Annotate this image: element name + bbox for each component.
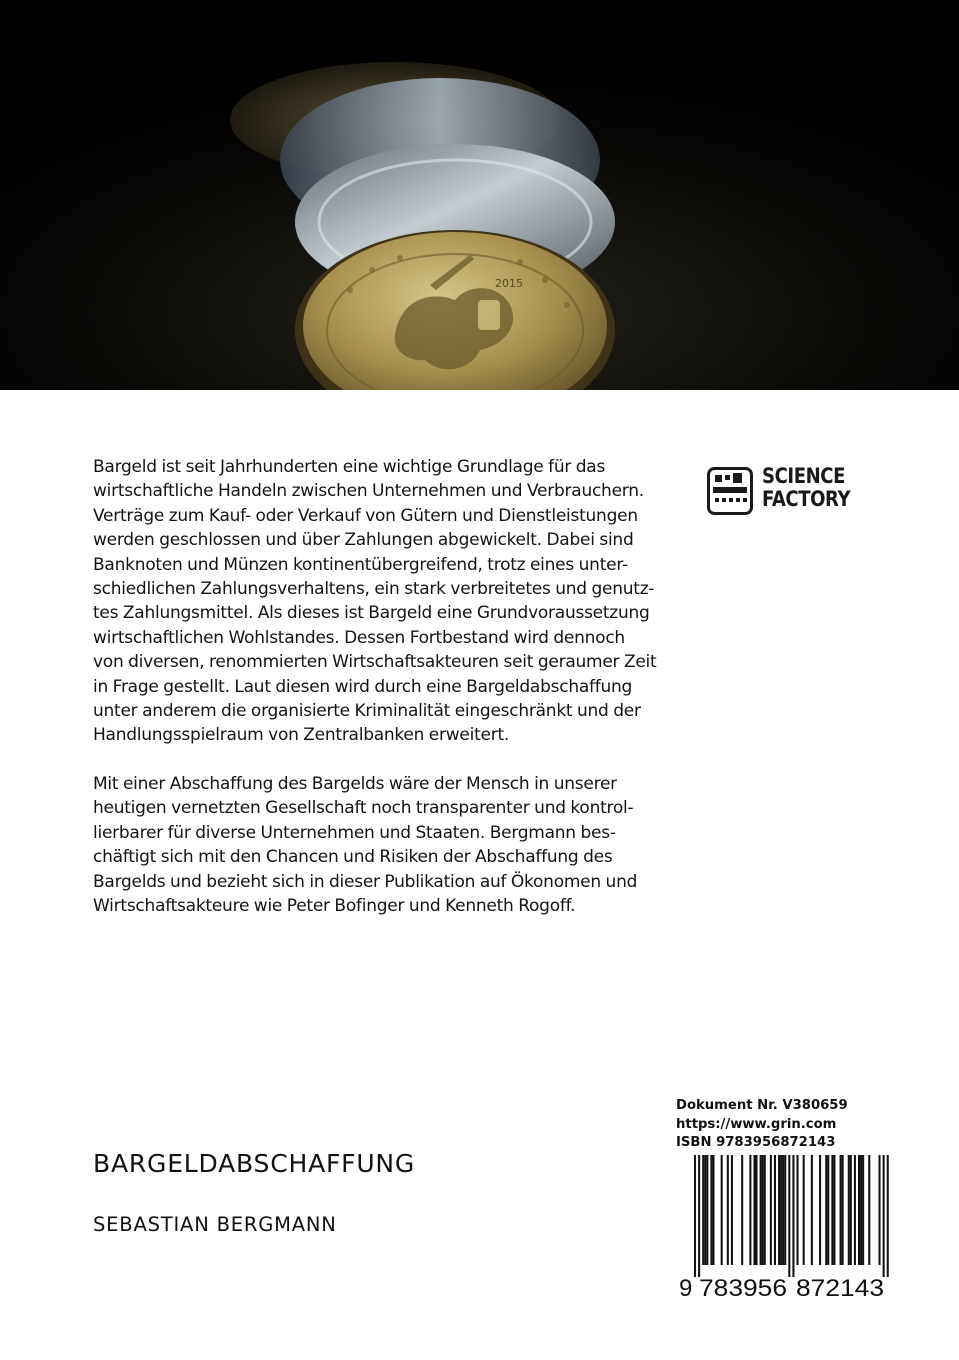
barcode-bar bbox=[721, 1155, 723, 1265]
back-cover-blurb bbox=[93, 455, 668, 918]
blurb-line: wirtschaftlichen Wohlstandes. Dessen Fortbestand wird dennoch bbox=[93, 627, 625, 648]
barcode-guard-bar bbox=[698, 1155, 700, 1277]
euro-coin-stack-photo bbox=[0, 0, 959, 390]
barcode-bar bbox=[760, 1155, 762, 1265]
barcode-bar bbox=[850, 1155, 852, 1265]
barcode-graphic bbox=[676, 1151, 894, 1301]
science-factory-logo-icon bbox=[707, 467, 753, 515]
publisher-name-line2: FACTORY bbox=[762, 487, 851, 511]
blurb-line: in Frage gestellt. Laut diesen wird durch eine Bargeldabschaffung bbox=[93, 676, 633, 697]
barcode-left-digits: 783956 bbox=[699, 1275, 787, 1301]
blurb-line: schiedlichen Zahlungsverhaltens, ein stark verbreitetes und genutz- bbox=[93, 579, 655, 600]
barcode-bar bbox=[868, 1155, 870, 1265]
barcode-bar bbox=[833, 1155, 835, 1265]
barcode-bar bbox=[842, 1155, 844, 1265]
barcode-guard-bar bbox=[887, 1155, 889, 1277]
barcode-bar bbox=[825, 1155, 827, 1265]
barcode-bar bbox=[831, 1155, 833, 1265]
barcode-bar bbox=[727, 1155, 729, 1265]
barcode-bar bbox=[741, 1155, 743, 1265]
barcode-bar bbox=[706, 1155, 708, 1265]
ean-13-barcode bbox=[676, 1151, 894, 1301]
blurb-paragraph-2 bbox=[93, 772, 668, 918]
barcode-bar bbox=[827, 1155, 829, 1265]
barcode-bar bbox=[854, 1155, 856, 1265]
barcode-guard-bar bbox=[883, 1155, 885, 1277]
blurb-line: chäftigt sich mit den Chancen und Risiken der Abschaffung des bbox=[93, 847, 613, 868]
blurb-paragraph-1 bbox=[93, 455, 668, 748]
document-number: Dokument Nr. V380659 bbox=[676, 1098, 848, 1113]
barcode-bar bbox=[764, 1155, 766, 1265]
barcode-bar bbox=[819, 1155, 821, 1265]
blurb-line: Mit einer Abschaffung des Bargelds wäre der Mensch in unserer bbox=[93, 773, 617, 794]
blurb-line: Verträge zum Kauf- oder Verkauf von Gütern und Dienstleistungen bbox=[93, 505, 638, 526]
barcode-bar bbox=[862, 1155, 864, 1265]
barcode-bar bbox=[756, 1155, 758, 1265]
isbn-label: ISBN 9783956872143 bbox=[676, 1135, 836, 1150]
publisher-logo bbox=[707, 463, 877, 519]
barcode-bar bbox=[753, 1155, 755, 1265]
barcode-bar bbox=[774, 1155, 776, 1265]
barcode-bar bbox=[860, 1155, 862, 1265]
barcode-guard-bar bbox=[792, 1155, 794, 1277]
barcode-bar bbox=[803, 1155, 805, 1265]
book-author: SEBASTIAN BERGMANN bbox=[93, 1213, 337, 1236]
barcode-bar bbox=[784, 1155, 786, 1265]
barcode-bar bbox=[879, 1155, 881, 1265]
blurb-line: Bargelds und bezieht sich in dieser Publikation auf Ökonomen und bbox=[93, 871, 638, 892]
publisher-name bbox=[762, 465, 850, 511]
publisher-url: https://www.grin.com bbox=[676, 1116, 837, 1132]
blurb-line: unter anderem die organisierte Kriminalität eingeschränkt und der bbox=[93, 701, 641, 722]
barcode-bar bbox=[811, 1155, 813, 1265]
barcode-bar bbox=[848, 1155, 850, 1265]
blurb-line: Banknoten und Münzen kontinentübergreifend, trotz eines unter- bbox=[93, 554, 628, 575]
barcode-bar bbox=[762, 1155, 764, 1265]
barcode-guard-bar bbox=[788, 1155, 790, 1277]
barcode-first-digit: 9 bbox=[679, 1275, 693, 1301]
coin-year: 2015 bbox=[495, 277, 523, 290]
cover-photo bbox=[0, 0, 959, 390]
barcode-guard-bar bbox=[694, 1155, 696, 1277]
barcode-bar bbox=[858, 1155, 860, 1265]
barcode-bar bbox=[749, 1155, 751, 1265]
barcode-bar bbox=[840, 1155, 842, 1265]
blurb-line: Handlungsspielraum von Zentralbanken erweitert. bbox=[93, 725, 510, 746]
blurb-line: von diversen, renommierten Wirtschaftsakteuren seit geraumer Zeit bbox=[93, 652, 657, 673]
blurb-line: werden geschlossen und über Zahlungen abgewickelt. Dabei sind bbox=[93, 530, 634, 551]
barcode-bar bbox=[782, 1155, 784, 1265]
barcode-bar bbox=[780, 1155, 782, 1265]
blurb-line: wirtschaftliche Handeln zwischen Unternehmen und Verbrauchern. bbox=[93, 481, 644, 502]
blurb-line: lierbarer für diverse Unternehmen und Staaten. Bergmann bes- bbox=[93, 822, 616, 843]
barcode-bar bbox=[712, 1155, 714, 1265]
barcode-right-digits: 872143 bbox=[796, 1275, 884, 1301]
blurb-line: Bargeld ist seit Jahrhunderten eine wichtige Grundlage für das bbox=[93, 457, 606, 477]
barcode-bar bbox=[778, 1155, 780, 1265]
barcode-bar bbox=[770, 1155, 772, 1265]
barcode-bar bbox=[704, 1155, 706, 1265]
blurb-line: Wirtschaftsakteure wie Peter Bofinger und Kenneth Rogoff. bbox=[93, 895, 576, 916]
document-metadata bbox=[676, 1097, 848, 1153]
barcode-bars bbox=[694, 1155, 889, 1277]
barcode-bar bbox=[702, 1155, 704, 1265]
blurb-line: heutigen vernetzten Gesellschaft noch transparenter und kontrol- bbox=[93, 798, 634, 819]
book-title: BARGELDABSCHAFFUNG bbox=[93, 1149, 416, 1178]
barcode-bar bbox=[710, 1155, 712, 1265]
publisher-name-line1: SCIENCE bbox=[762, 464, 846, 488]
barcode-bar bbox=[797, 1155, 799, 1265]
blurb-line: tes Zahlungsmittel. Als dieses ist Bargeld eine Grundvoraussetzung bbox=[93, 603, 650, 624]
barcode-bar bbox=[731, 1155, 733, 1265]
